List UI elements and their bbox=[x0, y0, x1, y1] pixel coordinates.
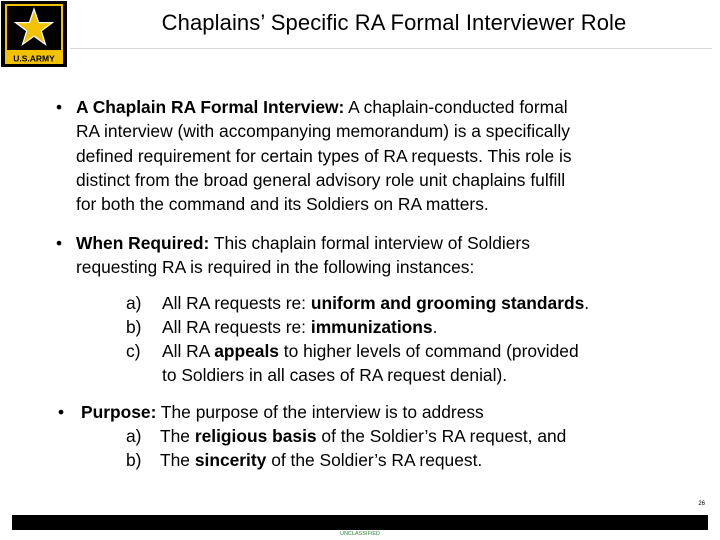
bullet-text-line: for both the command and its Soldiers on RA matters. bbox=[76, 194, 489, 215]
logo-text: U.S.ARMY bbox=[13, 53, 55, 64]
emphasis: sincerity bbox=[194, 450, 267, 470]
slide-title: Chaplains’ Specific RA Formal Interviewer Role bbox=[161, 10, 627, 35]
page-number: 26 bbox=[698, 501, 705, 507]
bullet-text-line: RA interview (with accompanying memorandum) is a specifically bbox=[76, 121, 570, 142]
title-divider bbox=[70, 48, 712, 49]
emphasis: religious basis bbox=[194, 426, 317, 446]
bullet-dot: • bbox=[56, 97, 63, 117]
sub-item-label: c) bbox=[126, 341, 141, 361]
bullet-text-line: This chaplain formal interview of Soldiers bbox=[209, 233, 530, 253]
emphasis: immunizations bbox=[310, 317, 433, 337]
emphasis: appeals bbox=[214, 341, 279, 361]
bullet-text-line: requesting RA is required in the following instances: bbox=[76, 257, 475, 278]
sub-item-label: a) bbox=[126, 426, 142, 446]
bullet-dot: • bbox=[56, 233, 63, 253]
bullet-dot: • bbox=[58, 402, 65, 422]
bullet-text-line: A chaplain-conducted formal bbox=[344, 97, 568, 117]
bullet-text-line: defined requirement for certain types of RA requests. This role is bbox=[76, 145, 572, 166]
bullet-heading: A Chaplain RA Formal Interview: bbox=[76, 97, 345, 117]
footer-bar bbox=[12, 515, 708, 530]
bullet-heading: When Required: bbox=[76, 233, 210, 253]
bullet-text-line: distinct from the broad general advisory role unit chaplains fulfill bbox=[76, 169, 566, 190]
sub-item-label: a) bbox=[126, 293, 142, 313]
sub-item-label: b) bbox=[126, 317, 142, 337]
us-army-logo bbox=[0, 0, 68, 68]
bullet-heading: Purpose: bbox=[81, 402, 157, 422]
sub-item-continuation: to Soldiers in all cases of RA request denial). bbox=[162, 365, 508, 386]
bullet-text-line: The purpose of the interview is to address bbox=[156, 402, 484, 422]
emphasis: uniform and grooming standards bbox=[310, 293, 585, 313]
classification-label: UNCLASSIFIED bbox=[339, 531, 381, 537]
sub-item-label: b) bbox=[126, 450, 142, 470]
